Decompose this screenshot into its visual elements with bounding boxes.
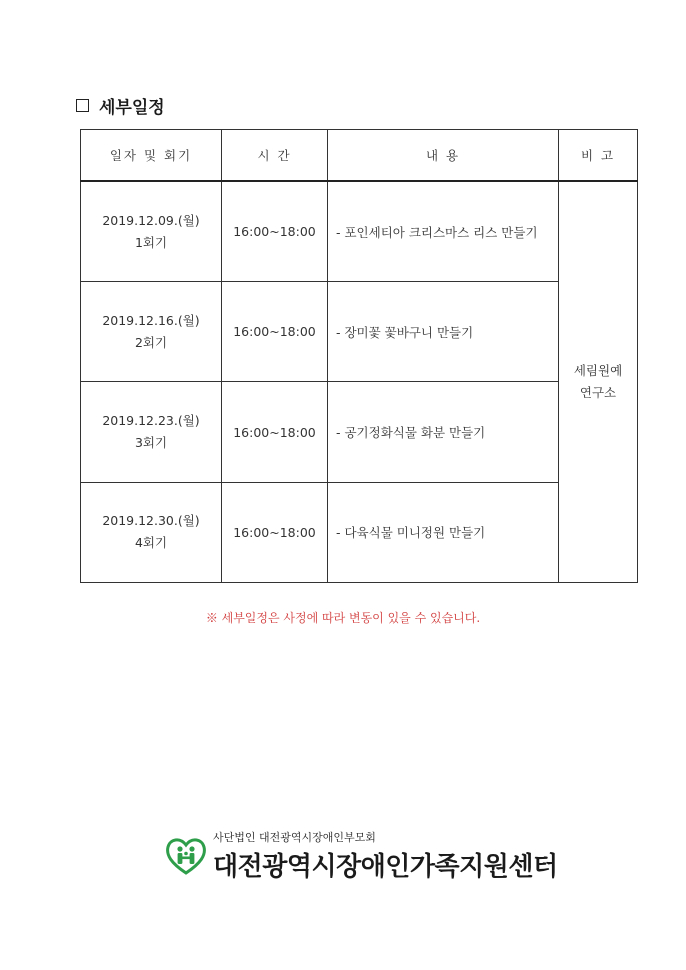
date-cell [81, 382, 222, 482]
heart-family-icon [165, 836, 207, 876]
header-date: 일자 및 회기 [81, 130, 222, 182]
section-title-text: 세부일정 [99, 98, 165, 118]
time-cell: 16:00~18:00 [222, 282, 328, 382]
remark-cell [559, 181, 638, 583]
remark-line-2: 연구소 [579, 385, 617, 400]
organization-text [213, 829, 558, 883]
table-header-row [81, 130, 638, 182]
checkbox-square-icon [76, 99, 89, 112]
date-text: 2019.12.16.(월) [102, 312, 200, 328]
organization-subtitle: 사단법인 대전광역시장애인부모회 [213, 831, 376, 844]
date-text: 2019.12.09.(월) [102, 212, 200, 228]
header-content: 내 용 [328, 130, 559, 182]
date-cell [81, 282, 222, 382]
remark-line-1: 세림원예 [573, 363, 623, 378]
time-cell: 16:00~18:00 [222, 382, 328, 482]
date-text: 2019.12.30.(월) [102, 513, 200, 529]
organization-name: 대전광역시장애인가족지원센터 [213, 852, 558, 882]
date-cell [81, 181, 222, 282]
header-remark: 비 고 [559, 130, 638, 182]
session-text: 1회기 [134, 234, 168, 250]
date-text: 2019.12.23.(월) [102, 413, 200, 429]
section-title [76, 93, 165, 118]
table-row [81, 382, 638, 482]
content-cell: - 다육식물 미니정원 만들기 [328, 482, 559, 582]
time-cell: 16:00~18:00 [222, 482, 328, 582]
content-cell: - 공기정화식물 화분 만들기 [328, 382, 559, 482]
content-cell: - 장미꽃 꽃바구니 만들기 [328, 282, 559, 382]
time-cell: 16:00~18:00 [222, 181, 328, 282]
organization-logo [165, 829, 558, 883]
session-text: 2회기 [134, 334, 168, 350]
schedule-table [80, 129, 638, 583]
session-text: 3회기 [134, 435, 168, 451]
table-row [81, 282, 638, 382]
notice-text: ※ 세부일정은 사정에 따라 변동이 있을 수 있습니다. [205, 611, 481, 625]
content-cell: - 포인세티아 크리스마스 리스 만들기 [328, 181, 559, 282]
table-row [81, 482, 638, 582]
table-row [81, 181, 638, 282]
header-time: 시 간 [222, 130, 328, 182]
date-cell [81, 482, 222, 582]
session-text: 4회기 [134, 535, 168, 551]
